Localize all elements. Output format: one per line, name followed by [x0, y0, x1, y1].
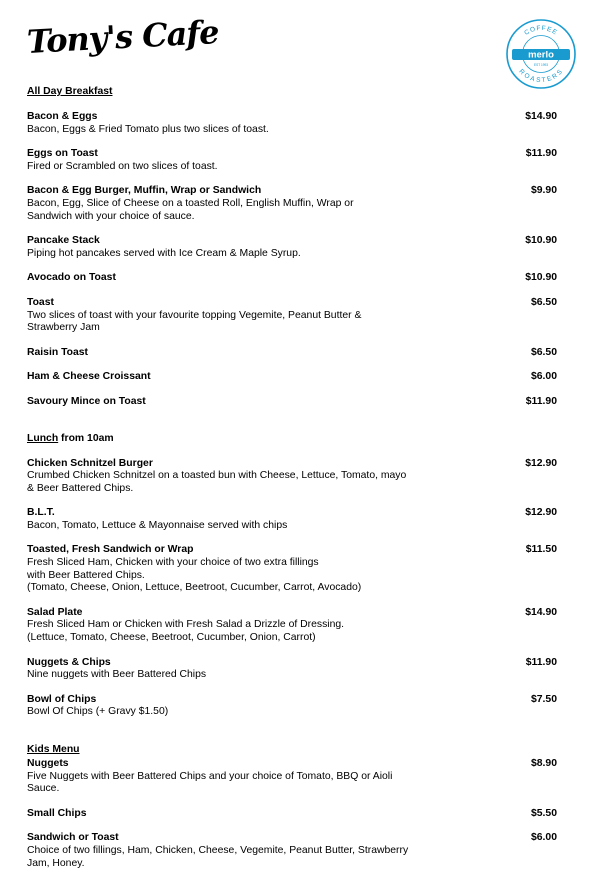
item-name: Nuggets: [27, 758, 69, 769]
item-description: Choice of two fillings, Ham, Chicken, Cheese, Vegemite, Peanut Butter, Strawberry Jam, Honey.: [27, 844, 409, 869]
menu-item: [27, 607, 557, 645]
item-price: $8.90: [530, 758, 557, 769]
item-price: $14.90: [525, 111, 557, 122]
kids-menu: [27, 758, 557, 870]
item-price: $12.90: [525, 507, 557, 519]
item-description: Bowl Of Chips (+ Gravy $1.50): [27, 706, 169, 718]
item-description: Fresh Sliced Ham or Chicken with Fresh Salad a Drizzle of Dressing. (Lettuce, Tomato, Cheese, Beetroot, Cucumber, Onion, Carrot): [27, 619, 345, 644]
item-price: $6.00: [530, 832, 557, 844]
item-name: Ham & Cheese Croissant: [27, 371, 151, 383]
cafe-logo: Tony's Cafe: [26, 12, 220, 61]
item-price: $6.50: [530, 346, 557, 358]
menu-page: [27, 86, 557, 882]
item-name: B.L.T.: [27, 507, 55, 519]
item-price: $11.90: [525, 656, 557, 668]
menu-item: [27, 235, 557, 260]
menu-item: [27, 808, 557, 821]
item-price: $10.90: [525, 235, 557, 247]
menu-item: [27, 272, 557, 285]
menu-item: [27, 544, 557, 594]
item-description: Crumbed Chicken Schnitzel on a toasted bun with Cheese, Lettuce, Tomato, mayo & Beer Battered Chips.: [27, 470, 407, 494]
item-name: Savoury Mince on Toast: [27, 395, 146, 407]
menu-item: [27, 758, 557, 796]
item-price: $11.50: [525, 544, 557, 556]
menu-item: [27, 111, 557, 136]
menu-item: [27, 458, 557, 496]
menu-item: [27, 396, 557, 409]
item-price: $5.50: [530, 807, 557, 819]
item-name: Sandwich or Toast: [27, 832, 119, 844]
seal-top-text: COFFEE: [523, 24, 559, 37]
menu-item: [27, 371, 557, 384]
lunch-heading: Lunch from 10am: [27, 432, 114, 444]
svg-text:ROASTERS: [517, 68, 564, 84]
item-name: Pancake Stack: [27, 235, 100, 247]
item-name: Bacon & Egg Burger, Muffin, Wrap or Sandwich: [27, 185, 262, 197]
item-name: Toasted, Fresh Sandwich or Wrap: [27, 544, 194, 556]
item-name: Bowl of Chips: [27, 693, 97, 705]
item-name: Small Chips: [27, 807, 87, 819]
menu-item: [27, 185, 557, 223]
item-description: Fired or Scrambled on two slices of toast.: [27, 160, 218, 172]
item-description: Bacon, Tomato, Lettuce & Mayonnaise served with chips: [27, 519, 288, 531]
item-price: $6.00: [530, 371, 557, 383]
item-description: Two slices of toast with your favourite topping Vegemite, Peanut Butter & Strawberry Jam: [27, 309, 362, 334]
item-price: $6.50: [530, 296, 557, 308]
item-price: $11.90: [525, 395, 557, 407]
item-description: Bacon, Eggs & Fried Tomato plus two slices of toast.: [27, 123, 269, 135]
breakfast-menu: [27, 111, 557, 409]
lunch-menu: [27, 458, 557, 720]
item-price: $7.50: [530, 693, 557, 705]
item-name: Nuggets & Chips: [27, 656, 111, 668]
item-price: $11.90: [525, 148, 557, 160]
item-description: Fresh Sliced Ham, Chicken with your choice of two extra fillings with Beer Battered Chips. (Tomato, Cheese, Onion, Lettuce, Beetroot, Cucumber, Carrot, Avocado): [27, 557, 362, 594]
item-name: Eggs on Toast: [27, 148, 98, 160]
item-description: Piping hot pancakes served with Ice Cream & Maple Syrup.: [27, 247, 301, 259]
item-description: Bacon, Egg, Slice of Cheese on a toasted Roll, English Muffin, Wrap or Sandwich with your choice of sauce.: [27, 197, 354, 222]
seal-bottom-text: ROASTERS: [517, 67, 565, 85]
kids-heading: Kids Menu: [27, 744, 80, 755]
item-price: $10.90: [525, 272, 557, 284]
merlo-seal-logo: [505, 18, 577, 90]
item-name: Avocado on Toast: [27, 272, 116, 284]
item-description: Nine nuggets with Beer Battered Chips: [27, 669, 207, 681]
item-description: Five Nuggets with Beer Battered Chips and your choice of Tomato, BBQ or Aioli Sauce.: [27, 770, 393, 795]
menu-item: [27, 694, 557, 719]
menu-item: [27, 148, 557, 173]
menu-item: [27, 832, 557, 870]
item-name: Toast: [27, 296, 54, 308]
item-name: Bacon & Eggs: [27, 111, 98, 122]
breakfast-heading: All Day Breakfast: [27, 86, 113, 97]
menu-item: [27, 657, 557, 682]
svg-text:COFFEE: [523, 25, 559, 37]
item-name: Chicken Schnitzel Burger: [27, 457, 153, 469]
seal-brand: merlo: [528, 49, 554, 61]
item-name: Salad Plate: [27, 606, 83, 618]
item-price: $14.90: [525, 606, 557, 618]
menu-item: [27, 507, 557, 532]
item-price: $9.90: [530, 185, 557, 197]
menu-item: [27, 347, 557, 360]
menu-item: [27, 297, 557, 335]
item-price: $12.90: [525, 457, 557, 469]
seal-est: EST 1993: [533, 63, 549, 67]
item-name: Raisin Toast: [27, 346, 89, 358]
